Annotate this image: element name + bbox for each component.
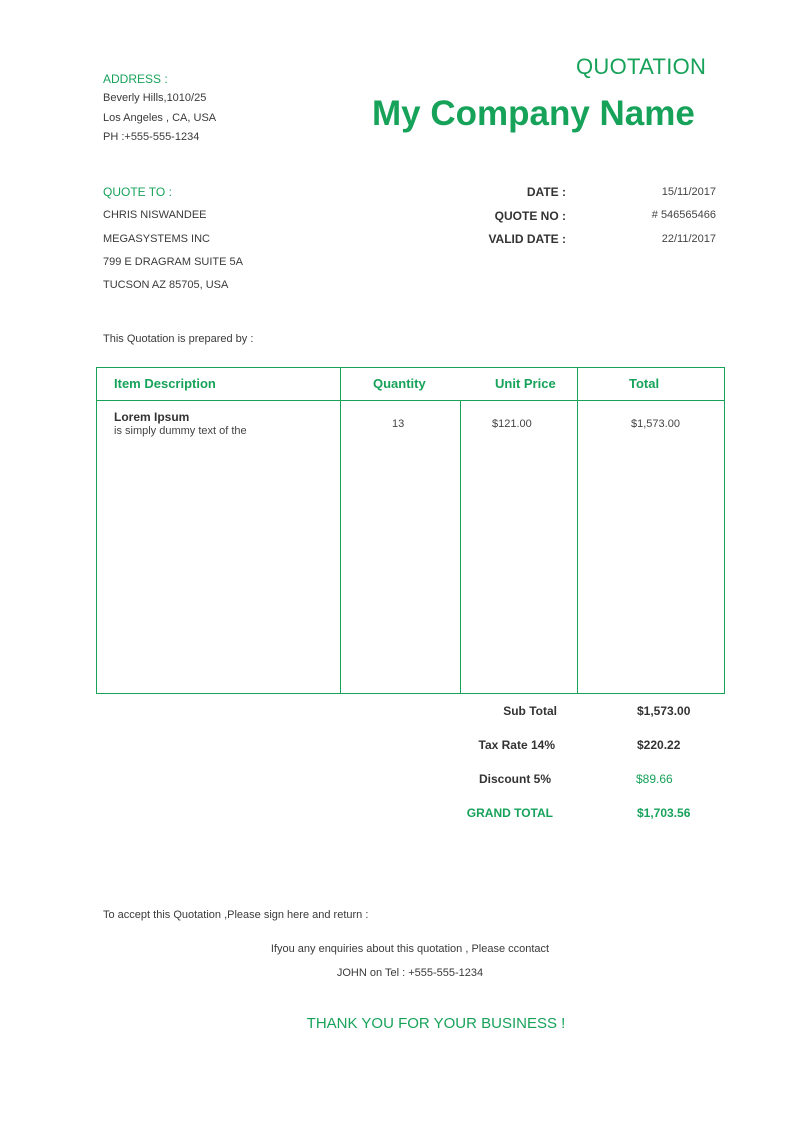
contact-text: JOHN on Tel : +555-555-1234 <box>336 967 484 979</box>
header-quantity: Quantity <box>373 376 426 391</box>
grand-total-value: $1,703.56 <box>637 806 691 820</box>
address-line-1: Beverly Hills,1010/25 <box>103 92 207 104</box>
items-table <box>96 367 725 694</box>
header-total: Total <box>629 376 660 391</box>
column-divider <box>577 368 578 693</box>
discount-value: $89.66 <box>636 772 673 786</box>
item-quantity: 13 <box>392 418 405 430</box>
enquiry-text: Ifyou any enquiries about this quotation , Please ccontact <box>270 943 550 955</box>
column-divider <box>460 400 461 693</box>
item-description: is simply dummy text of the <box>114 425 247 437</box>
valid-date-label: VALID DATE : <box>488 232 566 246</box>
address-label: ADDRESS : <box>103 72 168 86</box>
item-total: $1,573.00 <box>631 418 680 430</box>
quote-to-label: QUOTE TO : <box>103 185 172 199</box>
item-title: Lorem Ipsum <box>114 410 190 424</box>
address-phone: PH :+555-555-1234 <box>103 131 200 143</box>
accept-instructions: To accept this Quotation ,Please sign here and return : <box>103 909 369 921</box>
tax-label: Tax Rate 14% <box>478 738 555 752</box>
thank-you-message: THANK YOU FOR YOUR BUSINESS ! <box>306 1015 566 1032</box>
item-unit-price: $121.00 <box>492 418 532 430</box>
document-title: QUOTATION <box>576 54 707 79</box>
subtotal-value: $1,573.00 <box>637 704 691 718</box>
tax-value: $220.22 <box>637 738 681 752</box>
subtotal-label: Sub Total <box>503 704 557 718</box>
discount-label: Discount 5% <box>478 772 551 786</box>
column-divider <box>340 368 341 693</box>
date-value: 15/11/2017 <box>661 186 716 198</box>
header-item-description: Item Description <box>114 376 216 391</box>
valid-date-value: 22/11/2017 <box>661 233 716 245</box>
client-company: MEGASYSTEMS INC <box>103 233 210 245</box>
header-unit-price: Unit Price <box>495 376 556 391</box>
prepared-by-text: This Quotation is prepared by : <box>103 333 254 345</box>
address-line-2: Los Angeles , CA, USA <box>103 112 217 124</box>
client-city: TUCSON AZ 85705, USA <box>103 279 229 291</box>
client-street: 799 E DRAGRAM SUITE 5A <box>103 256 243 268</box>
table-header-divider <box>97 400 724 401</box>
quote-no-label: QUOTE NO : <box>494 209 566 223</box>
company-name: My Company Name <box>372 94 695 133</box>
client-name: CHRIS NISWANDEE <box>103 209 207 221</box>
grand-total-label: GRAND TOTAL <box>466 806 553 820</box>
date-label: DATE : <box>526 185 566 199</box>
quote-no-value: # 546565466 <box>651 209 716 221</box>
